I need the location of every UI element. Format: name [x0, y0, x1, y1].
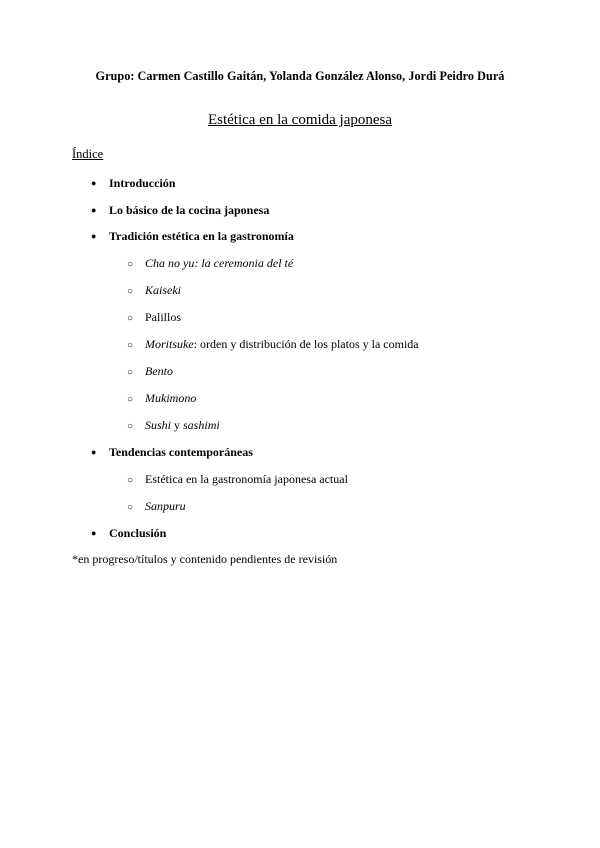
- hollow-bullet-icon: ○: [127, 313, 134, 324]
- list-item-label: Conclusión: [109, 526, 167, 540]
- hollow-bullet-icon: ○: [127, 475, 134, 486]
- list-subitem-bento: [127, 364, 173, 380]
- list-item-label: Bento: [145, 364, 173, 378]
- list-subitem-estetica-actual: [127, 472, 348, 488]
- list-subitem-sanpuru: [127, 499, 186, 515]
- list-item-term: sashimi: [183, 418, 220, 432]
- hollow-bullet-icon: ○: [127, 286, 134, 297]
- list-item-label: Tradición estética en la gastronomía: [109, 229, 294, 243]
- list-item-label: Mukimono: [145, 391, 197, 405]
- list-item-introduccion: [91, 176, 175, 190]
- index-heading: Índice: [72, 147, 104, 161]
- list-item-label: Palillos: [145, 310, 182, 324]
- list-item-tradicion: [91, 229, 294, 243]
- list-item-term: Moritsuke: [145, 337, 194, 351]
- list-item-conjunction: y: [171, 418, 184, 432]
- filled-bullet-icon: ●: [91, 205, 97, 215]
- filled-bullet-icon: ●: [91, 178, 97, 188]
- list-item-tendencias: [91, 445, 253, 459]
- list-item-term: Sushi: [145, 418, 172, 432]
- list-subitem-mukimono: [127, 391, 196, 407]
- list-subitem-sushi-sashimi: [127, 418, 220, 434]
- hollow-bullet-icon: ○: [127, 367, 134, 378]
- hollow-bullet-icon: ○: [127, 421, 134, 432]
- list-subitem-palillos: [127, 310, 181, 326]
- list-item-label: Estética en la gastronomía japonesa actual: [145, 472, 348, 486]
- list-item-label: Kaiseki: [145, 283, 181, 297]
- hollow-bullet-icon: ○: [127, 502, 134, 513]
- filled-bullet-icon: ●: [91, 231, 97, 241]
- hollow-bullet-icon: ○: [127, 340, 134, 351]
- hollow-bullet-icon: ○: [127, 259, 134, 270]
- document-title: Estética en la comida japonesa: [207, 112, 393, 128]
- list-item-label: : orden y distribución de los platos y la comida: [193, 337, 419, 351]
- filled-bullet-icon: ●: [91, 447, 97, 457]
- list-subitem-kaiseki: [127, 283, 181, 299]
- list-item-label: Tendencias contemporáneas: [109, 445, 253, 459]
- filled-bullet-icon: ●: [91, 528, 97, 538]
- list-subitem-cha-no-yu: [127, 256, 293, 272]
- list-item-label: Cha no yu: la ceremonia del té: [145, 256, 294, 270]
- list-item-label: Introducción: [109, 176, 176, 190]
- list-item-conclusion: [91, 526, 166, 540]
- hollow-bullet-icon: ○: [127, 394, 134, 405]
- list-item-label: Sanpuru: [145, 499, 186, 513]
- group-members-line: Grupo: Carmen Castillo Gaitán, Yolanda González Alonso, Jordi Peidro Durá: [95, 69, 505, 83]
- list-item-lo-basico: [91, 203, 269, 217]
- list-item-label: Lo básico de la cocina japonesa: [109, 203, 270, 217]
- progress-note: *en progreso/títulos y contenido pendientes de revisión: [72, 552, 338, 566]
- list-subitem-moritsuke: [127, 337, 419, 353]
